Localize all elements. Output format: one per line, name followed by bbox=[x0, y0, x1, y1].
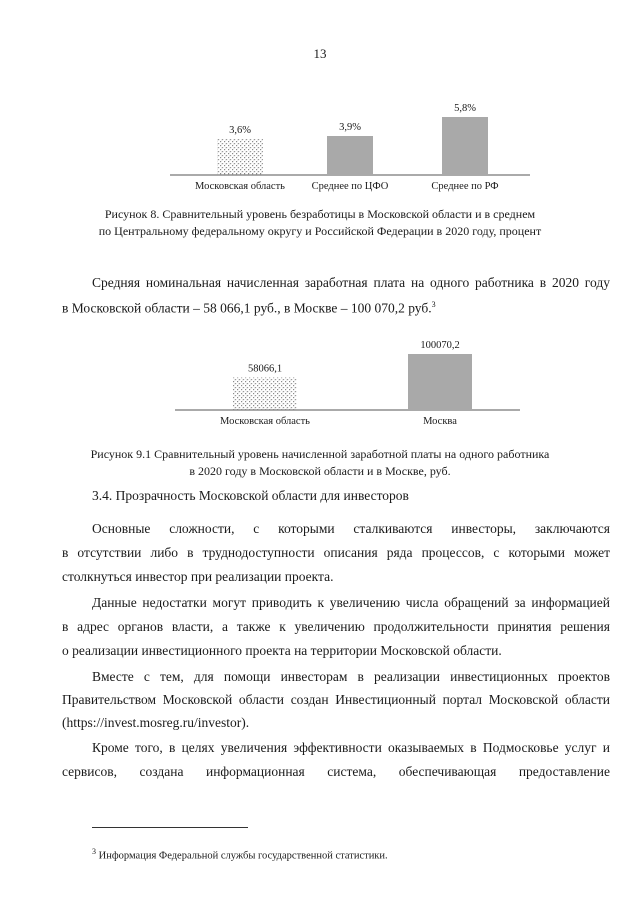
page-number: 13 bbox=[313, 46, 327, 61]
category-label-2: Среднее по ЦФО bbox=[311, 181, 389, 192]
salary-chart bbox=[175, 335, 520, 435]
figure8-caption bbox=[40, 206, 600, 240]
figure8-caption-line1: Рисунок 8. Сравнительный уровень безработицы в Московской области и в среднем bbox=[104, 207, 536, 221]
p2-line1: Данные недостатки могут приводить к увеличению числа обращений за информацией bbox=[92, 595, 610, 610]
figure9-caption bbox=[40, 446, 600, 480]
figure8-caption-line2: по Центральному федеральному округу и Российской Федерации в 2020 году, процент bbox=[98, 224, 542, 238]
data-label-1: 58066,1 bbox=[247, 363, 283, 375]
footnote-ref: 3 bbox=[431, 300, 436, 309]
p1-line2: в отсутствии либо в труднодоступности описания ряда процессов, с которыми может bbox=[62, 545, 610, 560]
unemployment-chart bbox=[170, 95, 530, 200]
category-label-2: Москва bbox=[423, 416, 457, 427]
salary-paragraph-line2 bbox=[62, 290, 610, 324]
p1-line1: Основные сложности, с которыми сталкиваются инвесторы, заключаются bbox=[92, 521, 610, 536]
footnote-text: Информация Федеральной службы государственной статистики. bbox=[98, 850, 388, 862]
category-label-1: Московская область bbox=[220, 416, 310, 427]
p4-line1: Кроме того, в целях увеличения эффективности оказываемых в Подмосковье услуг и bbox=[92, 740, 610, 755]
bar-1 bbox=[217, 139, 263, 175]
salary-text: в Московской области – 58 066,1 руб., в Москве – 100 070,2 руб. bbox=[62, 300, 432, 316]
salary-paragraph-line1: Средняя номинальная начисленная заработная плата на одного работника в 2020 году bbox=[92, 275, 610, 290]
category-label-1: Московская область bbox=[195, 181, 285, 192]
data-label-1: 3,6% bbox=[229, 125, 251, 136]
footnote-number: 3 bbox=[92, 847, 96, 856]
bar-3 bbox=[442, 117, 488, 175]
p3-line3: (https://invest.mosreg.ru/investor). bbox=[62, 715, 250, 730]
figure9-caption-line1: Рисунок 9.1 Сравнительный уровень начисленной заработной платы на одного работника bbox=[90, 447, 550, 461]
p4-line2: сервисов, создана информационная система, обеспечивающая предоставление bbox=[62, 764, 610, 779]
data-label-2: 100070,2 bbox=[420, 340, 460, 351]
data-label-3: 5,8% bbox=[454, 103, 476, 114]
footnote bbox=[92, 847, 388, 862]
section-heading: 3.4. Прозрачность Московской области для инвесторов bbox=[92, 488, 409, 503]
bar-2 bbox=[408, 354, 472, 410]
p2-line3: о реализации инвестиционного проекта на территории Московской области. bbox=[62, 643, 502, 658]
figure9-caption-line2: в 2020 году в Московской области и в Москве, руб. bbox=[189, 464, 451, 478]
bar-1 bbox=[233, 378, 297, 410]
p1-line3: столкнуться инвестор при реализации проекта. bbox=[62, 569, 334, 584]
p3-line1: Вместе с тем, для помощи инвесторам в реализации инвестиционных проектов bbox=[92, 669, 610, 684]
category-label-3: Среднее по РФ bbox=[431, 181, 499, 192]
data-label-2: 3,9% bbox=[339, 122, 361, 133]
bar-2 bbox=[327, 136, 373, 175]
p3-line2: Правительством Московской области создан Инвестиционный портал Московской области bbox=[62, 692, 610, 707]
footnote-separator bbox=[92, 827, 248, 828]
p2-line2: в адрес органов власти, а также к увеличению продолжительности принятия решения bbox=[62, 619, 610, 634]
